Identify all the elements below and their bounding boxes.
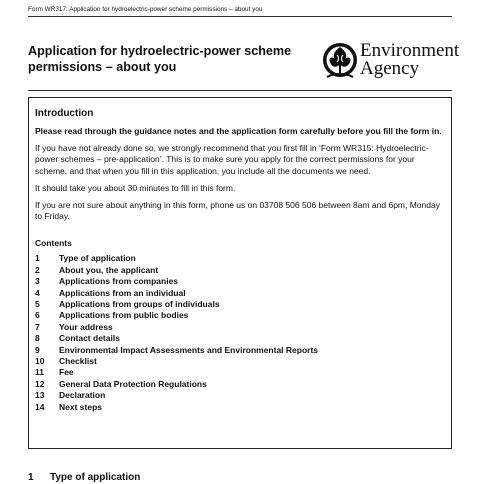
contents-item-number: 14 bbox=[35, 401, 45, 412]
contents-item-number: 13 bbox=[35, 390, 45, 401]
contents-item[interactable] bbox=[35, 379, 445, 390]
contents-item-label: Contact details bbox=[59, 333, 120, 344]
page-title: Application for hydroelectric-power scheme permissions – about you bbox=[28, 44, 292, 74]
section-title: Type of application bbox=[50, 472, 141, 483]
contents-item-label: Applications from groups of individuals bbox=[59, 299, 220, 310]
contents-item-label: About you, the applicant bbox=[59, 264, 159, 275]
contents-item[interactable] bbox=[35, 390, 445, 401]
contents-item[interactable] bbox=[35, 276, 445, 287]
contents-item-label: Next steps bbox=[59, 401, 102, 412]
contents-item[interactable] bbox=[35, 322, 445, 333]
contents-item-number: 3 bbox=[35, 276, 40, 287]
introduction-heading: Introduction bbox=[35, 108, 94, 119]
contents-item-number: 7 bbox=[35, 321, 40, 332]
contents-item[interactable] bbox=[35, 265, 445, 276]
contents-item-number: 5 bbox=[35, 299, 40, 310]
logo-line-2: Agency bbox=[360, 58, 420, 79]
contents-item-label: Your address bbox=[59, 321, 113, 332]
contents-item-label: Declaration bbox=[59, 390, 106, 401]
contents-heading: Contents bbox=[35, 238, 72, 249]
contents-item-number: 12 bbox=[35, 378, 45, 389]
environment-agency-logo-icon bbox=[322, 41, 358, 81]
contents-list bbox=[35, 253, 445, 413]
section-number: 1 bbox=[28, 472, 34, 483]
contents-item-number: 11 bbox=[35, 367, 44, 378]
introduction-paragraph: It should take you about 30 minutes to fill in this form. bbox=[35, 182, 236, 193]
contents-item[interactable] bbox=[35, 333, 445, 344]
contents-item[interactable] bbox=[35, 253, 445, 264]
logo-line-1: Environment bbox=[360, 40, 460, 61]
contents-item-label: Checklist bbox=[59, 356, 97, 367]
contents-item-number: 2 bbox=[35, 264, 40, 275]
introduction-paragraph: If you have not already done so, we strongly recommend that you first fill in ‘Form WR315: Hydroelectric-power schemes – pre-application’. This is to make sure you apply for the correct permissions for your scheme, and that when you fill in this application, you include all the documents we need. bbox=[35, 143, 429, 176]
contents-item[interactable] bbox=[35, 367, 445, 378]
contents-item-label: Applications from an individual bbox=[59, 287, 186, 298]
introduction-lead: Please read through the guidance notes and the application form carefully before you fill the form in. bbox=[35, 126, 442, 136]
contents-item-number: 4 bbox=[35, 287, 40, 298]
contents-item-label: General Data Protection Regulations bbox=[59, 378, 207, 389]
contents-item-number: 6 bbox=[35, 310, 40, 321]
running-header: Form WR317: Application for hydroelectric-power scheme permissions – about you bbox=[28, 6, 452, 17]
contents-item-number: 10 bbox=[35, 356, 45, 367]
contents-item-number: 8 bbox=[35, 333, 40, 344]
contents-item-label: Applications from companies bbox=[59, 276, 179, 287]
contents-item[interactable] bbox=[35, 288, 445, 299]
contents-item[interactable] bbox=[35, 402, 445, 413]
contents-item[interactable] bbox=[35, 299, 445, 310]
logo-wordmark bbox=[360, 42, 459, 78]
contents-item[interactable] bbox=[35, 356, 445, 367]
contents-item-number: 9 bbox=[35, 344, 40, 355]
section-heading bbox=[28, 472, 452, 484]
contents-item-label: Type of application bbox=[59, 253, 136, 264]
header-divider bbox=[28, 90, 452, 91]
introduction-paragraph: If you are not sure about anything in this form, phone us on 03708 506 506 between 8am and 6pm, Monday to Friday. bbox=[35, 200, 440, 222]
contents-item-label: Fee bbox=[59, 367, 74, 378]
contents-item-label: Applications from public bodies bbox=[59, 310, 189, 321]
contents-item-label: Environmental Impact Assessments and Environmental Reports bbox=[59, 344, 319, 355]
introduction-box bbox=[28, 97, 452, 449]
environment-agency-logo bbox=[322, 41, 462, 83]
contents-item[interactable] bbox=[35, 310, 445, 321]
contents-item-number: 1 bbox=[35, 253, 40, 264]
contents-item[interactable] bbox=[35, 345, 445, 356]
